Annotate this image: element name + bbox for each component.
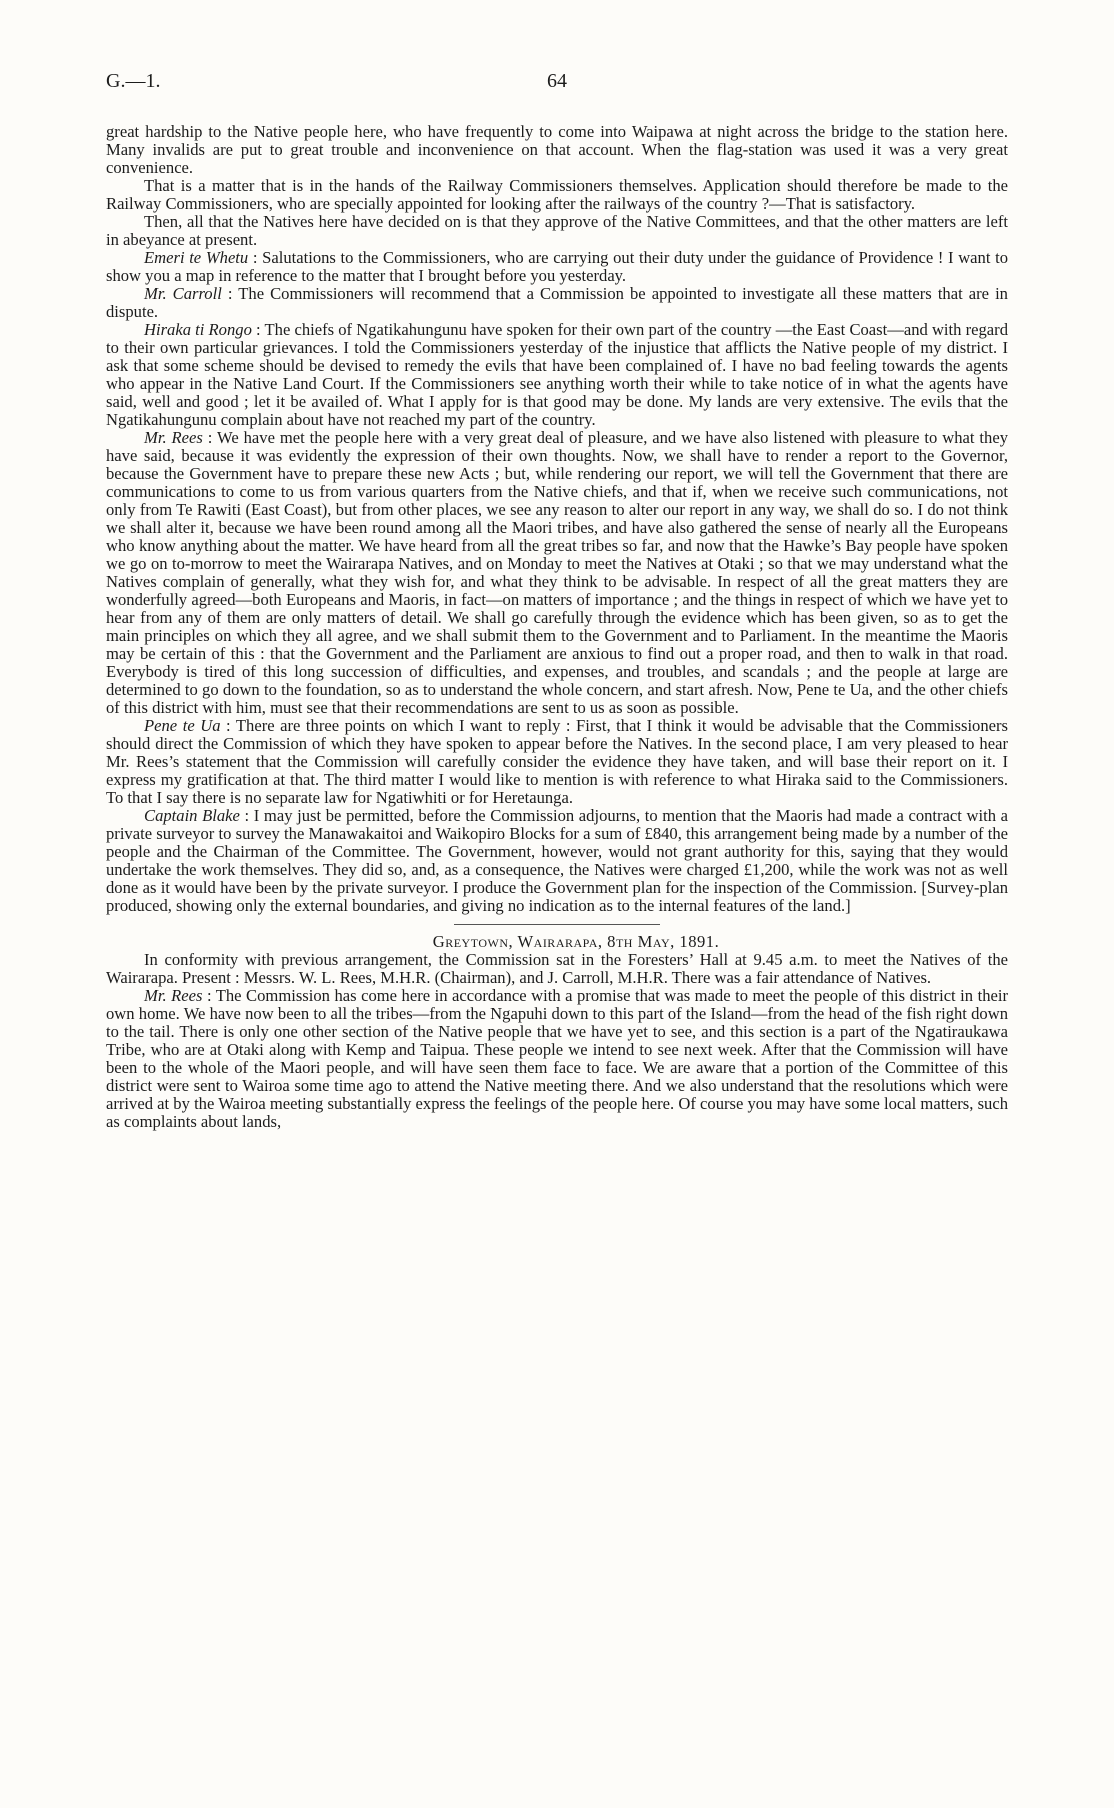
- document-body: [106, 123, 1008, 1131]
- paragraph: Mr. Rees : The Commission has come here in accordance with a promise that was made to meet the people of this district in their own home. We have now been to all the tribes—from the Ngapuhi down to this part of the Island—from the head of the fish right down to the tail. There is only one other section of the Native people that we have yet to see, and this section is a part of the Ngatiraukawa Tribe, who are at Otaki along with Kemp and Taipua. These people we intend to see next week. After that the Commission will have been to the whole of the Maori people, and will have seen them face to face. We are aware that a portion of the Committee of this district were sent to Wairoa some time ago to attend the Native meeting there. And we also understand that the resolutions which were arrived at by the Wairoa meeting substantially express the feelings of the people here. Of course you may have some local matters, such as complaints about lands,: [106, 986, 1008, 1131]
- page-number: 64: [547, 70, 567, 92]
- speaker-name: Mr. Rees: [144, 986, 203, 1005]
- paragraph: In conformity with previous arrangement, the Commission sat in the Foresters’ Hall at 9.45 a.m. to meet the Natives of the Wairarapa. Present : Messrs. W. L. Rees, M.H.R. (Chairman), and J. Carroll, M.H.R. There was a fair attendance of Natives.: [106, 950, 1008, 987]
- session-dateline: Greytown, Wairarapa, 8th May, 1891.: [432, 932, 720, 951]
- paragraph: great hardship to the Native people here, who have frequently to come into Waipawa at night across the bridge to the station here. Many invalids are put to great trouble and inconvenience on that account. When the flag-station was used it was a very great convenience.: [106, 122, 1008, 177]
- paragraph: Hiraka ti Rongo : The chiefs of Ngatikahungunu have spoken for their own part of the country —the East Coast—and with regard to their own particular grievances. I told the Commissioners yesterday of the injustice that afflicts the Native people of my district. I ask that some scheme should be devised to remedy the evils that have been complained of. I have no bad feeling towards the agents who appear in the Native Land Court. If the Commissioners see anything worth their while to take notice of in what the agents have said, well and good ; let it be availed of. What I apply for is that good may be done. My lands are very extensive. The evils that the Ngatikahungunu complain about have not reached my part of the country.: [106, 320, 1008, 429]
- speaker-name: Mr. Carroll: [144, 284, 222, 303]
- paragraph: Captain Blake : I may just be permitted, before the Commission adjourns, to mention that the Maoris had made a contract with a private surveyor to survey the Manawakaitoi and Waikopiro Blocks for a sum of £840, this arrangement being made by a number of the people and the Chairman of the Committee. The Government, however, would not grant authority for this, saying that they would undertake the work themselves. They did so, and, as a consequence, the Natives were charged £1,200, while the work was not as well done as it would have been by the private surveyor. I produce the Government plan for the inspection of the Commission. [Survey-plan produced, showing only the external boundaries, and giving no indication as to the internal features of the land.]: [106, 806, 1009, 915]
- speaker-name: Pene te Ua: [144, 716, 221, 735]
- speaker-name: Captain Blake: [144, 806, 240, 825]
- speaker-name: Hiraka ti Rongo: [144, 320, 252, 339]
- paragraph: Emeri te Whetu : Salutations to the Commissioners, who are carrying out their duty under the guidance of Providence ! I want to show you a map in reference to the matter that I brought before you yesterday.: [106, 248, 1008, 285]
- document-reference: G.—1.: [106, 70, 161, 92]
- paragraph: Pene te Ua : There are three points on which I want to reply : First, that I think it would be advisable that the Commissioners should direct the Commission of which they have spoken to appear before the Natives. In the second place, I am very pleased to hear Mr. Rees’s statement that the Commission will carefully consider the evidence they have taken, and will base their report on it. I express my gratification at that. The third matter I would like to mention is with reference to what Hiraka said to the Commissioners. To that I say there is no separate law for Ngatiwhiti or for Heretaunga.: [106, 716, 1008, 807]
- paragraph: Mr. Rees : We have met the people here with a very great deal of pleasure, and we have also listened with pleasure to what they have said, because it was evidently the expression of their own thoughts. Now, we shall have to render a report to the Governor, because the Government have to prepare these new Acts ; but, while rendering our report, we will tell the Government that there are communications to come to us from various quarters from the Native chiefs, and that if, when we receive such communications, not only from Te Rawiti (East Coast), but from other places, we see any reason to alter our report in any way, we shall do so. I do not think we shall alter it, because we have been round among all the Maori tribes, and have also gathered the sense of nearly all the Europeans who know anything about the matter. We have heard from all the great tribes so far, and now that the Hawke’s Bay people have spoken we go on to-morrow to meet the Wairarapa Natives, and on Monday to meet the Natives at Otaki ; so that we may understand what the Natives complain of generally, what they wish for, and what they think to be advisable. In respect of all the great matters they are wonderfully agreed—both Europeans and Maoris, in fact—on matters of importance ; and the things in respect of which we have yet to hear from any of them are only matters of detail. We shall go carefully through the evidence which has been given, so as to get the main principles on which they all agree, and we shall submit them to the Government and to Parliament. In the meantime the Maoris may be certain of this : that the Government and the Parliament are anxious to find out a proper road, and then to walk in that road. Everybody is tired of this long succession of difficulties, and expenses, and troubles, and scandals ; and the people at large are determined to go down to the foundation, so as to understand the whole concern, and start afresh. Now, Pene te Ua, and the other chiefs of this district with him, must see that their recommendations are sent to us as soon as possible.: [106, 428, 1008, 717]
- paragraph: That is a matter that is in the hands of the Railway Commissioners themselves. Application should therefore be made to the Railway Commissioners, who are specially appointed for looking after the railways of the country ?—That is satisfactory.: [106, 176, 1008, 213]
- speaker-name: Mr. Rees: [144, 428, 203, 447]
- page-header: [106, 70, 1008, 100]
- speaker-name: Emeri te Whetu: [144, 248, 249, 267]
- section-divider: [454, 924, 660, 925]
- paragraph: Mr. Carroll : The Commissioners will recommend that a Commission be appointed to investigate all these matters that are in dispute.: [106, 284, 1008, 321]
- paragraph: Then, all that the Natives here have decided on is that they approve of the Native Committees, and that the other matters are left in abeyance at present.: [106, 212, 1008, 249]
